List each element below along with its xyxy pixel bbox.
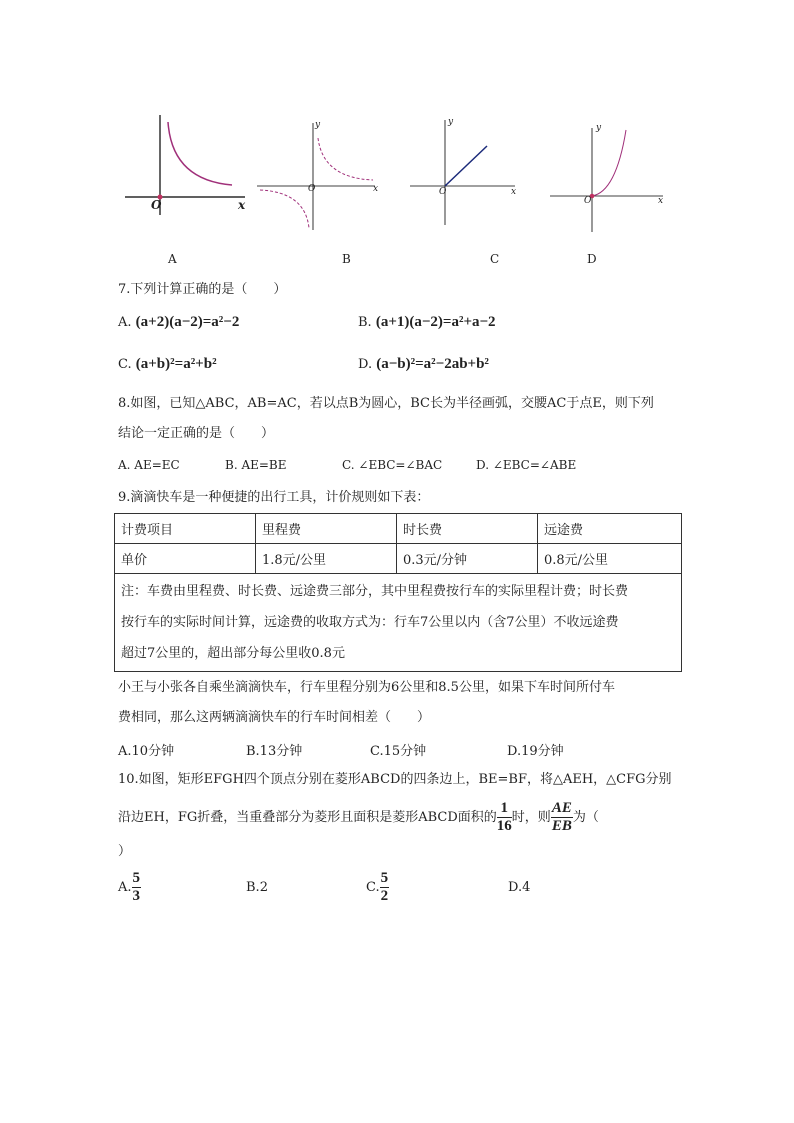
graph-d-y-label: y [596, 123, 602, 133]
q7-option-b-letter: B. [358, 315, 372, 330]
fee-table [114, 513, 682, 672]
fee-table-price-row [115, 544, 682, 574]
fee-table-cell-distance: 0.8元/公里 [538, 544, 682, 574]
q8-option-d: D. ∠EBC=∠ABE [476, 458, 577, 472]
q10-fraction-ratio-den: EB [551, 818, 572, 834]
fee-table-header-distance: 远途费 [538, 514, 682, 544]
graph-c-origin: O [439, 187, 447, 197]
graph-d-svg [548, 120, 673, 235]
fee-table-cell-mileage: 1.8元/公里 [256, 544, 397, 574]
fee-table-note [115, 574, 682, 672]
q10-option-c [366, 868, 389, 908]
q8-option-c: C. ∠EBC=∠BAC [342, 458, 443, 472]
q10-fraction-ratio-num: AE [551, 800, 572, 816]
q7-option-d [358, 356, 489, 373]
q10-option-a-fraction [132, 870, 142, 905]
q10-option-c-letter: C. [366, 880, 380, 895]
q9-option-c: C.15分钟 [370, 744, 427, 759]
graph-a-svg [120, 110, 250, 220]
graph-c-y-label: y [448, 117, 454, 127]
q10-line2-text-c: 为（ [572, 810, 599, 825]
q10-option-c-num: 5 [380, 870, 389, 886]
graph-label-b: B [342, 252, 351, 266]
q7-option-c-expr: (a+b)²=a²+b² [135, 356, 217, 372]
q10-line2-text-a: 沿边EH，FG折叠，当重叠部分为菱形且面积是菱形ABCD面积的 [118, 810, 497, 825]
fee-table-header-time: 时长费 [397, 514, 538, 544]
fee-note-line1: 注：车费由里程费、时长费、远途费三部分，其中里程费按行车的实际里程计费；时长费 [121, 584, 629, 599]
q10-option-c-den: 2 [380, 888, 389, 904]
q10-line2-text-b: 时，则 [511, 810, 551, 825]
q10-fraction-area-num: 1 [497, 800, 512, 818]
q10-fraction-ratio [551, 800, 573, 835]
graph-c-svg [405, 115, 525, 230]
graph-label-c: C [490, 252, 500, 266]
q10-line2 [118, 798, 599, 838]
graph-a-x-label: x [238, 198, 246, 212]
fee-table-header-mileage: 里程费 [256, 514, 397, 544]
graph-b-y-label: y [315, 120, 321, 130]
q10-option-d-letter: D. [508, 880, 523, 895]
q10-fraction-area-den: 16 [496, 818, 512, 834]
q8-option-b: B. AE=BE [225, 458, 287, 472]
q9-option-d: D.19分钟 [507, 744, 564, 759]
fee-table-cell-time: 0.3元/分钟 [397, 544, 538, 574]
q10-option-a-num: 5 [132, 870, 141, 886]
graph-c-x-label: x [511, 187, 517, 197]
q10-option-a-den: 3 [132, 888, 141, 904]
graph-b-x-label: x [373, 184, 379, 194]
q8-option-a: A. AE=EC [118, 458, 180, 472]
q7-option-a-expr: (a+2)(a−2)=a²−2 [135, 314, 240, 330]
q9-option-b: B.13分钟 [246, 744, 303, 759]
q7-option-b-expr: (a+1)(a−2)=a²+a−2 [375, 314, 496, 330]
q10-fraction-area [497, 800, 512, 835]
graph-b [255, 118, 385, 233]
graph-label-d: D [587, 252, 597, 266]
fee-table-note-row [115, 574, 682, 672]
graph-d-x-label: x [658, 196, 664, 206]
graph-label-a: A [168, 252, 177, 266]
fee-note-line2: 按行车的实际时间计算，远途费的收取方式为：行车7公里以内（含7公里）不收远途费 [121, 615, 619, 630]
graph-b-svg [255, 118, 385, 233]
q7-option-c-letter: C. [118, 357, 132, 372]
q10-option-a [118, 868, 141, 908]
q10-option-d [508, 880, 530, 895]
q10-line1: 10.如图，矩形EFGH四个顶点分别在菱形ABCD的四条边上，BE=BF，将△AEH，△CFG分别 [118, 772, 672, 787]
q8-stem-line2: 结论一定正确的是（ ） [118, 426, 275, 441]
q10-option-d-value: 4 [522, 880, 531, 895]
q10-option-b [246, 880, 268, 895]
graph-b-origin: O [308, 184, 316, 194]
graph-a-origin: O [151, 198, 162, 212]
fee-table-cell-unit: 单价 [115, 544, 256, 574]
fee-table-header-row [115, 514, 682, 544]
q9-stem: 9.滴滴快车是一种便捷的出行工具，计价规则如下表： [118, 490, 430, 505]
q10-option-c-fraction [380, 870, 390, 905]
q10-line3: ） [118, 844, 132, 859]
q9-after-line2: 费相同，那么这两辆滴滴快车的行车时间相差（ ） [118, 710, 431, 725]
q9-option-a: A.10分钟 [118, 744, 175, 759]
q10-option-a-letter: A. [118, 880, 132, 895]
fee-note-line3: 超过7公里的，超出部分每公里收0.8元 [121, 646, 345, 661]
q7-option-a-letter: A. [118, 315, 132, 330]
fee-table-header-item: 计费项目 [115, 514, 256, 544]
graph-a [120, 110, 250, 220]
q7-option-b [358, 314, 496, 331]
graph-d-origin: O [584, 196, 592, 206]
q7-option-a [118, 314, 239, 331]
q7-option-d-letter: D. [358, 357, 373, 372]
q7-option-c [118, 356, 217, 373]
q10-option-b-value: 2 [259, 880, 268, 895]
q7-stem: 7.下列计算正确的是（ ） [118, 282, 287, 297]
q10-option-b-letter: B. [246, 880, 260, 895]
q9-after-line1: 小王与小张各自乘坐滴滴快车，行车里程分别为6公里和8.5公里，如果下车时间所付车 [118, 680, 615, 695]
graph-d [548, 120, 673, 235]
q8-stem-line1: 8.如图，已知△ABC，AB=AC，若以点B为圆心，BC长为半径画弧，交腰AC于点E，则下列 [118, 396, 654, 411]
q7-option-d-expr: (a−b)²=a²−2ab+b² [376, 356, 489, 372]
graph-c [405, 115, 525, 230]
